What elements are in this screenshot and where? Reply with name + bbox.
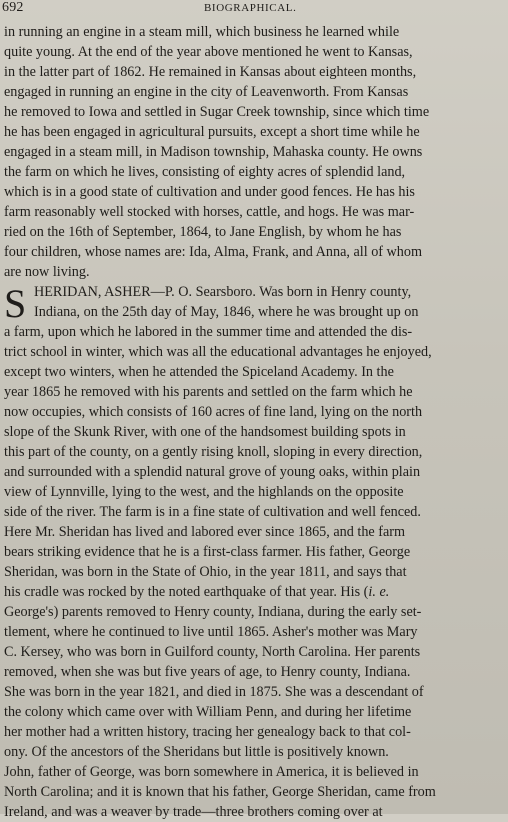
text-line: bears striking evidence that he is a first-class farmer. His father, George [4,544,411,560]
text-line: her mother had a written history, tracing her genealogy back to that col- [4,724,411,740]
text-line: John, father of George, was born somewhere in America, it is believed in [4,764,419,780]
text-line: this part of the county, on a gently rising knoll, sloping in every direction, [4,444,423,460]
text-line: his cradle was rocked by the noted earthquake of that year. His (i. e. [4,584,390,600]
text-line: now occupies, which consists of 160 acres of fine land, lying on the north [4,404,423,420]
text-line: Sheridan, was born in the State of Ohio, in the year 1811, and says that [4,564,407,580]
text-line: farm reasonably well stocked with horses, cattle, and hogs. He was mar- [4,204,415,220]
text-line: the colony which came over with William Penn, and during her lifetime [4,704,412,720]
drop-cap: S [4,281,27,326]
text-line: Indiana, on the 25th day of May, 1846, where he was brought up on [34,304,419,320]
text-line: and surrounded with a splendid natural grove of young oaks, within plain [4,464,421,480]
text-line: engaged in running an engine in the city of Leavenworth. From Kansas [4,84,409,100]
text-line: four children, whose names are: Ida, Alma, Frank, and Anna, all of whom [4,244,423,260]
text-line: trict school in winter, which was all the educational advantages he enjoyed, [4,344,432,360]
text-line: tlement, where he continued to live until 1865. Asher's mother was Mary [4,624,418,640]
page-number: 692 [2,0,24,15]
text-line: a farm, upon which he labored in the summer time and attended the dis- [4,324,413,340]
text-line: George's) parents removed to Henry county, Indiana, during the early set- [4,604,422,620]
text-line: ried on the 16th of September, 1864, to Jane English, by whom he has [4,224,402,240]
text-line: She was born in the year 1821, and died in 1875. She was a descendant of [4,684,424,700]
text-line: side of the river. The farm is in a fine state of cultivation and well fenced. [4,504,421,520]
text-line: which is in a good state of cultivation and under good fences. He has his [4,184,415,200]
text-line: removed, when she was but five years of age, to Henry county, Indiana. [4,664,411,680]
text-line: he removed to Iowa and settled in Sugar Creek township, since which time [4,104,430,120]
running-head: BIOGRAPHICAL. [204,2,297,14]
text-line: slope of the Skunk River, with one of the handsomest building spots in [4,424,406,440]
text-line: except two winters, when he attended the Spiceland Academy. In the [4,364,394,380]
text-line: ony. Of the ancestors of the Sheridans but little is positively known. [4,744,389,760]
text-line: North Carolina; and it is known that his father, George Sheridan, came from [4,784,436,800]
text-line: he has been engaged in agricultural pursuits, except a short time while he [4,124,420,140]
text-line: the farm on which he lives, consisting of eighty acres of splendid land, [4,164,406,180]
entry-heading-line: HERIDAN, ASHER—P. O. Searsboro. Was born in Henry county, [34,284,412,300]
text-line: quite young. At the end of the year above mentioned he went to Kansas, [4,44,413,60]
text-line: engaged in a steam mill, in Madison township, Mahaska county. He owns [4,144,423,160]
text-line: are now living. [4,264,90,280]
text-line: Here Mr. Sheridan has lived and labored ever since 1865, and the farm [4,524,406,540]
page-header [0,0,508,16]
text-line: in running an engine in a steam mill, which business he learned while [4,24,400,40]
text-line: view of Lynnville, lying to the west, and the highlands on the opposite [4,484,404,500]
text-line: in the latter part of 1862. He remained in Kansas about eighteen months, [4,64,417,80]
italic-abbreviation: i. e. [368,584,390,600]
text-line: year 1865 he removed with his parents and settled on the farm which he [4,384,413,400]
text-line: C. Kersey, who was born in Guilford county, North Carolina. Her parents [4,644,421,660]
text-line: Ireland, and was a weaver by trade—three brothers coming over at [4,804,383,820]
